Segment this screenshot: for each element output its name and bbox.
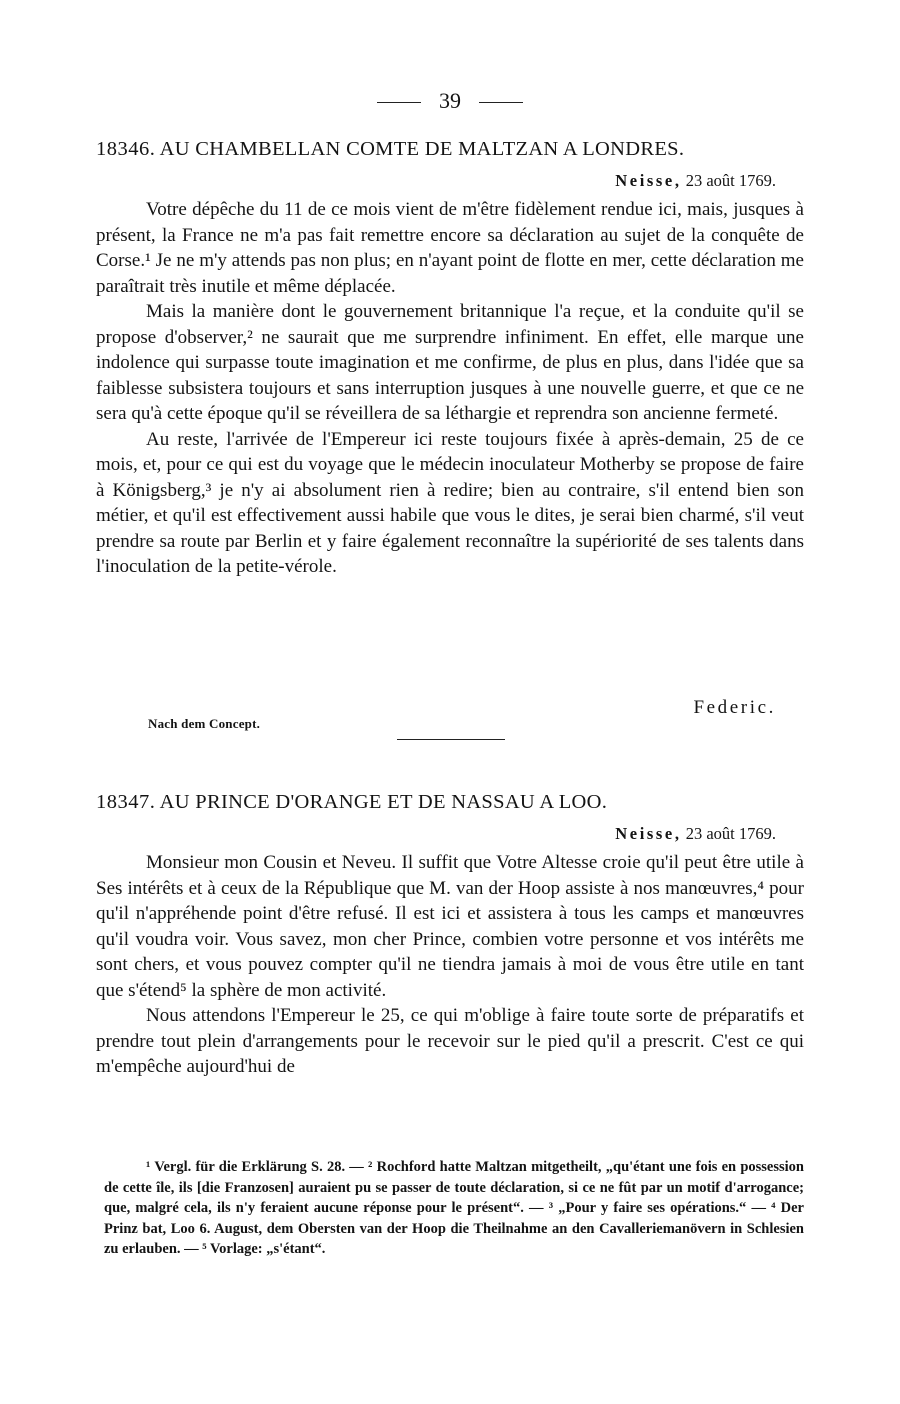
paragraph: Votre dépêche du 11 de ce mois vient de m'être fidèlement rendue ici, mais, jusques à présent, la France ne m'a pas fait remettre encore sa déclaration au sujet de la conquête de Corse.¹ Je ne m'y attends pas non plus; en n'ayant point de flotte en mer, cette déclaration me paraîtrait très inutile et même déplacée.: [96, 199, 804, 297]
paragraph: Au reste, l'arrivée de l'Empereur ici reste toujours fixée à après-demain, 25 de ce mois, et, pour ce qui est du voyage que le médecin inoculateur Motherby se propose de faire à Königsberg,³ je n'y ai absolument rien à redire; bien au contraire, s'il entend bien son métier, et qu'il est effectivement aussi habile que vous le dites, je serai bien charmé, s'il veut prendre sa route par Berlin et y faire également reconnaître la supériorité de ses talents dans l'inoculation de la petite-vérole.: [96, 428, 804, 577]
paragraph: Nous attendons l'Empereur le 25, ce qui m'oblige à faire toute sorte de préparatifs et prendre tout plein d'arrangements pour le recevoir sur le pied qu'il a prescrit. C'est ce qui m'empêche aujourd'hui de: [96, 1005, 804, 1077]
header-rule-left: [377, 102, 421, 103]
letter-number: 18347.: [96, 791, 156, 813]
letter-recipient: AU CHAMBELLAN COMTE DE MALTZAN A LONDRES.: [159, 138, 685, 160]
page-number-header: [0, 88, 900, 114]
letter-number: 18346.: [96, 138, 156, 160]
dateline-date: 23 août 1769.: [685, 824, 776, 843]
section-separator: [397, 739, 505, 740]
letter-body: [96, 850, 804, 1080]
source-note: Nach dem Concept.: [148, 716, 261, 731]
letter-title: [96, 789, 816, 815]
dateline-place: Neisse,: [615, 171, 682, 190]
footnote-text: ¹ Vergl. für die Erklärung S. 28. — ² Rochford hatte Maltzan mitgetheilt, „qu'étant une fois en possession de cette île, ils [die Franzosen] auraient pu se passer de toute déclaration, si ce ne fût par un motif d'arrogance; que, malgré cela, ils n'y feraient aucune réponse pour le présent“. — ³ „Pour y faire ses opérations.“ — ⁴ Der Prinz bat, Loo 6. August, dem Obersten van der Hoop die Theilnahme an den Cavalleriemanövern in Schlesien zu erlauben. — ⁵ Vorlage: „s'étant“.: [104, 1159, 804, 1257]
letter-body: [96, 197, 804, 580]
paragraph: Monsieur mon Cousin et Neveu. Il suffit que Votre Altesse croie qu'il peut être utile à Ses intérêts et à ceux de la République que M. van der Hoop assiste à nos manœuvres,⁴ pour qu'il n'appréhende point d'être refusé. Il est ici et assistera à tous les camps et manœuvres qu'il voudra voir. Vous savez, mon cher Prince, combien votre personne et vos intérêts me sont chers, et vous pouvez compter qu'il ne tiendra jamais à moi de vous être utile en tant que s'étend⁵ la sphère de mon activité.: [96, 852, 804, 1001]
letter-recipient: AU PRINCE D'ORANGE ET DE NASSAU A LOO.: [159, 791, 608, 813]
dateline-place: Neisse,: [615, 824, 682, 843]
dateline-date: 23 août 1769.: [685, 171, 776, 190]
dateline: [615, 170, 776, 192]
header-rule-right: [479, 102, 523, 103]
signature: Federic.: [693, 697, 776, 718]
footnotes: [104, 1157, 804, 1260]
letter-title: [96, 136, 816, 162]
dateline: [615, 823, 776, 845]
page-number: 39: [439, 88, 461, 113]
paragraph: Mais la manière dont le gouvernement britannique l'a reçue, et la conduite qu'il se propose d'observer,² ne saurait que me surprendre infiniment. En effet, elle marque une indolence qui surpasse toute imagination et me confirme, de plus en plus, dans l'idée que sa faiblesse subsistera toujours et sans interruption jusques à une nouvelle guerre, et que ce ne sera qu'à cette époque qu'il se réveillera de sa léthargie et reprendra son ancienne fermeté.: [96, 301, 804, 424]
